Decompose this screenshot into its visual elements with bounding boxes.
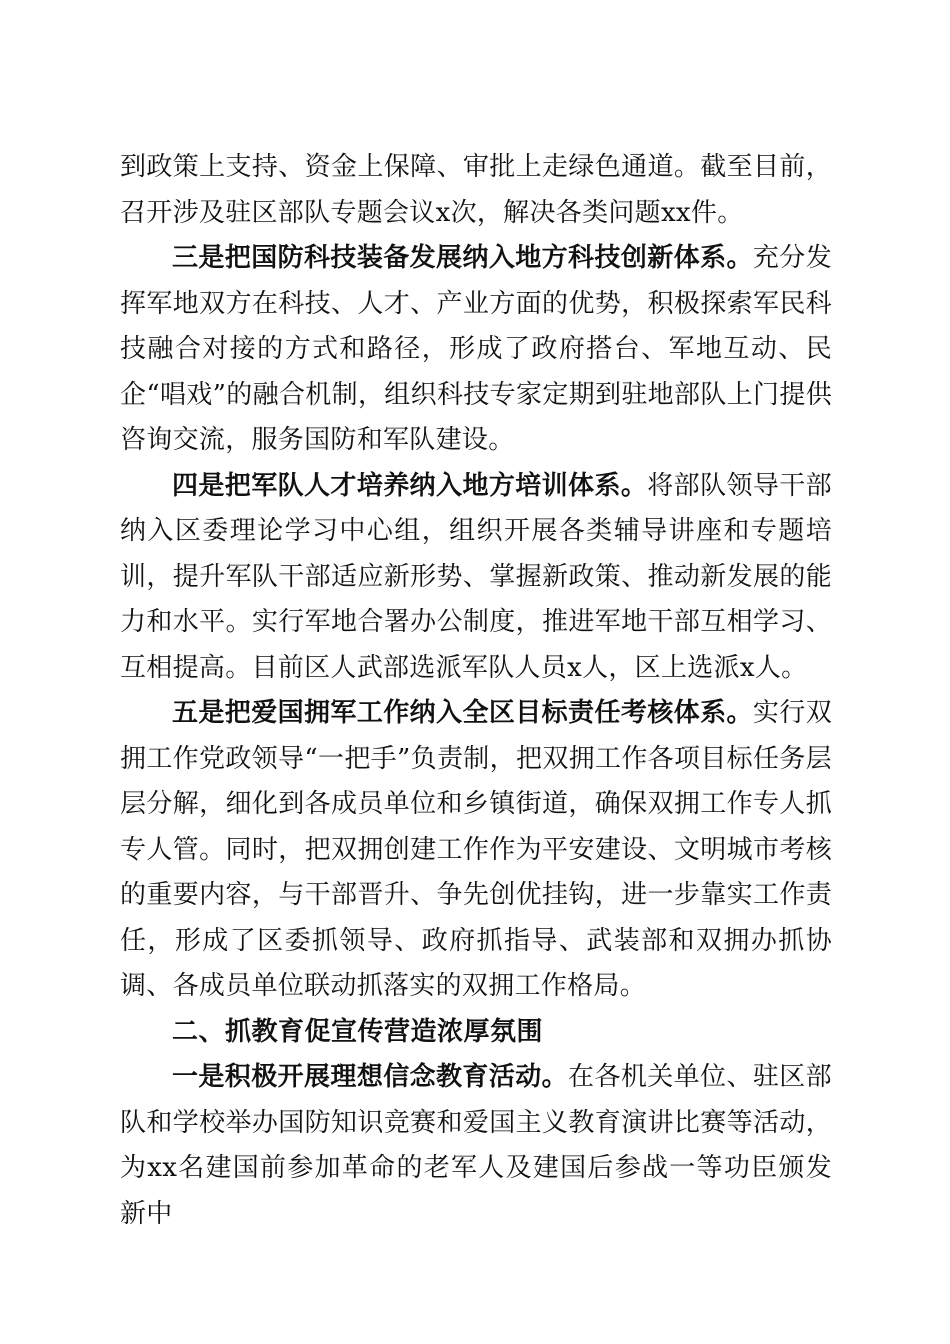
paragraph-lead: 三是把国防科技装备发展纳入地方科技创新体系。 bbox=[172, 243, 753, 273]
paragraph-text: 充分发挥军地双方在科技、人才、产业方面的优势，积极探索军民科技融合对接的方式和路径，形成了政府搭台、军地互动、民企“唱戏”的融合机制，组织科技专家定期到驻地部队上门提供咨询交流，服务国防和军队建设。 bbox=[120, 243, 833, 455]
section-heading: 二、抓教育促宣传营造浓厚氛围 bbox=[172, 1016, 544, 1047]
paragraph-education bbox=[120, 1055, 832, 1237]
paragraph-continuation bbox=[120, 145, 832, 236]
document-body bbox=[120, 145, 832, 1237]
paragraph-lead: 四是把军队人才培养纳入地方培训体系。 bbox=[172, 470, 648, 501]
paragraph-assessment bbox=[120, 691, 832, 1010]
paragraph-text: 实行双拥工作党政领导“一把手”负责制，把双拥工作各项目标任务层层分解，细化到各成员单位和乡镇街道，确保双拥工作专人抓专人管。同时，把双拥创建工作作为平安建设、文明城市考核的重要内容，与干部晋升、争先创优挂钩，进一步靠实工作责任，形成了区委抓领导、政府抓指导、武装部和双拥办抓协调、各成员单位联动抓落实的双拥工作格局。 bbox=[120, 698, 832, 1001]
paragraph-talent-training bbox=[120, 464, 832, 692]
paragraph-tech-innovation bbox=[120, 236, 832, 464]
paragraph-lead: 一是积极开展理想信念教育活动。 bbox=[172, 1062, 569, 1092]
paragraph-text: 在各机关单位、驻区部队和学校举办国防知识竞赛和爱国主义教育演讲比赛等活动，为xx名建国前参加革命的老军人及建国后参战一等功臣颁发新中 bbox=[120, 1062, 832, 1229]
paragraph-text: 到政策上支持、资金上保障、审批上走绿色通道。截至目前，召开涉及驻区部队专题会议x次，解决各类问题xx件。 bbox=[120, 152, 832, 228]
paragraph-lead: 五是把爱国拥军工作纳入全区目标责任考核体系。 bbox=[172, 698, 753, 728]
paragraph-text: 将部队领导干部纳入区委理论学习中心组，组织开展各类辅导讲座和专题培训，提升军队干部适应新形势、掌握新政策、推动新发展的能力和水平。实行军地合署办公制度，推进军地干部互相学习、互相提高。目前区人武部选派军队人员x人，区上选派x人。 bbox=[120, 470, 832, 683]
